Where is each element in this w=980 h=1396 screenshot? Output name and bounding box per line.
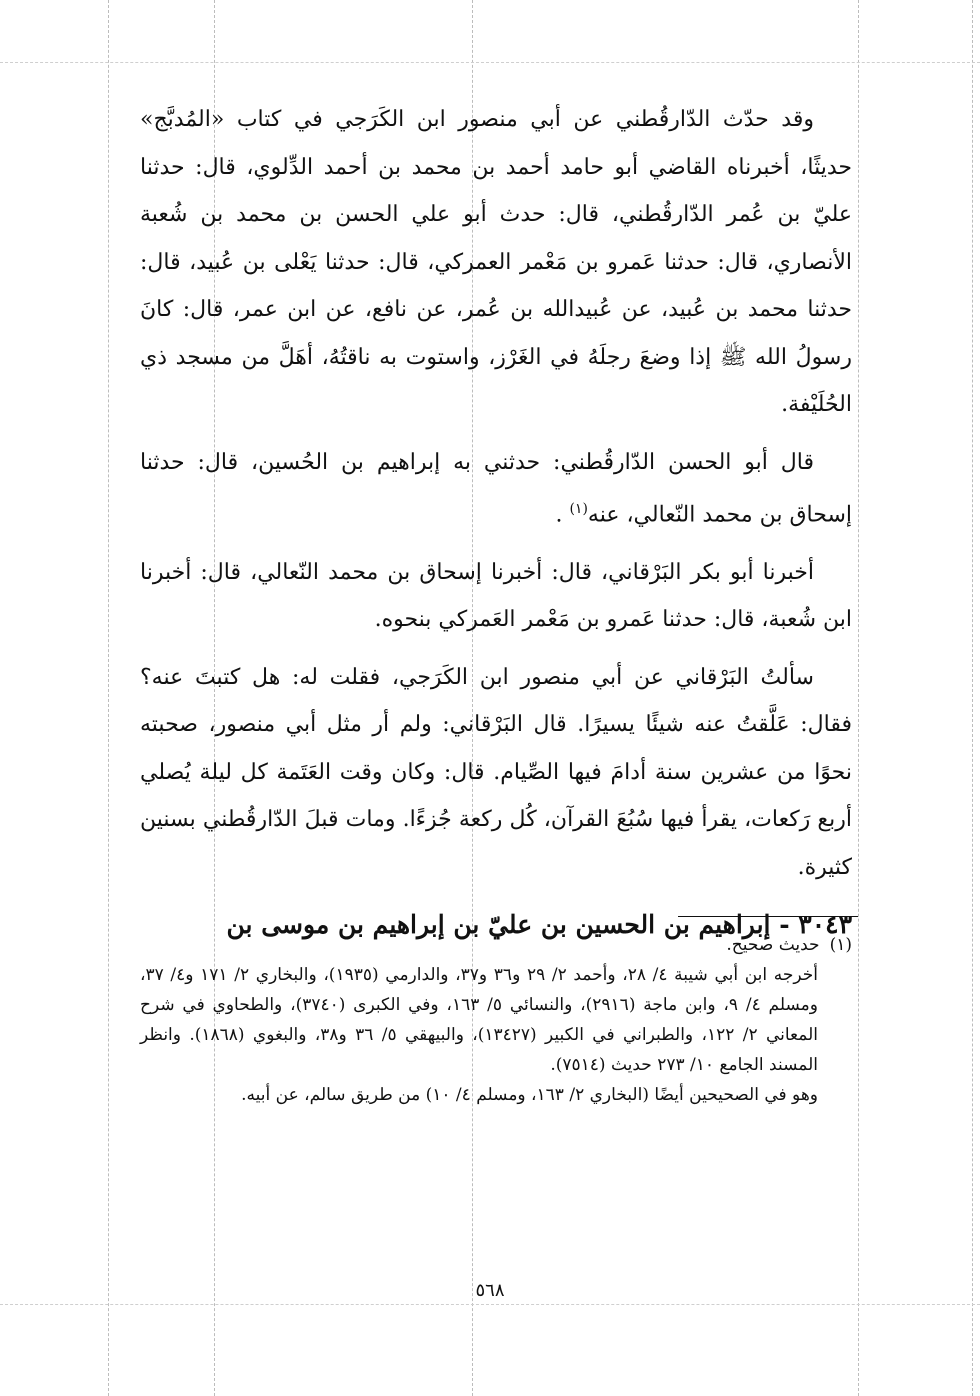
page-number: ٥٦٨ — [475, 1280, 505, 1301]
footnote-body: أخرجه ابن أبي شيبة ٤/ ٢٨، وأحمد ٢/ ٢٩ و٣٦ و٣٧، والدارمي (١٩٣٥)، والبخاري ٢/ ١٧١ و٤/ ٣٧، ومسلم ٤/ ٩، وابن ماجة (٢٩١٦)، والنسائي ٥/ ١٦٣، وفي الكبرى (٣٧٤٠)، والطحاوي في شرح المعاني ٢/ ١٢٢، والطبراني في الكبير (١٣٤٢٧)، والبيهقي ٥/ ٣٦ و٣٨، والبغوي (١٨٦٨). وانظر المسند الجامع ١٠/ ٢٧٣ حديث (٧٥١٤). — [140, 965, 818, 1075]
guide-line — [0, 1304, 980, 1305]
footnote-body: وهو في الصحيحين أيضًا (البخاري ٢/ ١٦٣، ومسلم ٤/ ١٠) من طريق سالم، عن أبيه. — [241, 1085, 818, 1105]
footnote-text: حديث صحيح. — [726, 935, 820, 955]
footnote-first-line — [140, 930, 852, 960]
footnote-reference: (١) — [569, 501, 588, 517]
paragraph-text: قال أبو الحسن الدّارقُطني: حدثني به إبراهيم بن الحُسين، قال: حدثنا إسحاق بن محمد النّعالي، عنه — [140, 449, 852, 528]
page-body — [140, 96, 852, 958]
footnotes — [140, 930, 852, 1110]
footnote-number: (١) — [829, 935, 852, 955]
paragraph: سألتُ البَرْقاني عن أبي منصور ابن الكَرَجي، فقلت له: هل كتبتَ عنه؟ فقال: عَلَّقتُ عنه شيئًا يسيرًا. قال البَرْقاني: ولم أر مثل أبي منصور، صحبته نحوًا من عشرين سنة أدامَ فيها الصِّيام. قال: وكان وقت العَتَمة كل ليلة يُصلي أربع رَكعات، يقرأ فيها سُبُعَ القرآن، كُل ركعة جُزءًا. ومات قبلَ الدّارقُطني بسنين كثيرة. — [140, 664, 852, 880]
paragraph — [140, 439, 852, 539]
entry-heading: ٣٠٤٣ - إبراهيم بن الحسين بن عليّ بن إبراهيم بن موسى بن — [226, 910, 852, 940]
guide-line — [972, 0, 973, 1396]
paragraph: أخبرنا أبو بكر البَرْقاني، قال: أخبرنا إسحاق بن محمد النّعالي، قال: أخبرنا ابن شُعبة، قال: حدثنا عَمرو بن مَعْمر العَمركي بنحوه. — [140, 559, 852, 633]
guide-line — [108, 0, 109, 1396]
footnote-separator — [678, 916, 858, 917]
guide-line — [0, 62, 980, 63]
guide-line — [858, 0, 859, 1396]
paragraph: وقد حدّث الدّارقُطني عن أبي منصور ابن الكَرَجي في كتاب «المُدبَّج» حديثًا، أخبرناه القاضي أبو حامد أحمد بن محمد بن أحمد الدِّلوي، قال: حدثنا عليّ بن عُمر الدّارقُطني، قال: حدث أبو علي الحسن بن محمد بن شُعبة الأنصاري، قال: حدثنا عَمرو بن مَعْمر العمركي، قال: حدثنا يَعْلى بن عُبيد، قال: حدثنا محمد بن عُبيد، عن عُبيدالله بن عُمر، عن نافع، عن ابن عمر، قال: كانَ رسولُ الله ﷺ إذا وضعَ رجلَهُ في الغَرْز، واستوت به ناقتُهُ، أهَلَّ من مسجد ذي الحُلَيْفة. — [140, 107, 852, 417]
paragraph-tail: . — [555, 502, 570, 528]
